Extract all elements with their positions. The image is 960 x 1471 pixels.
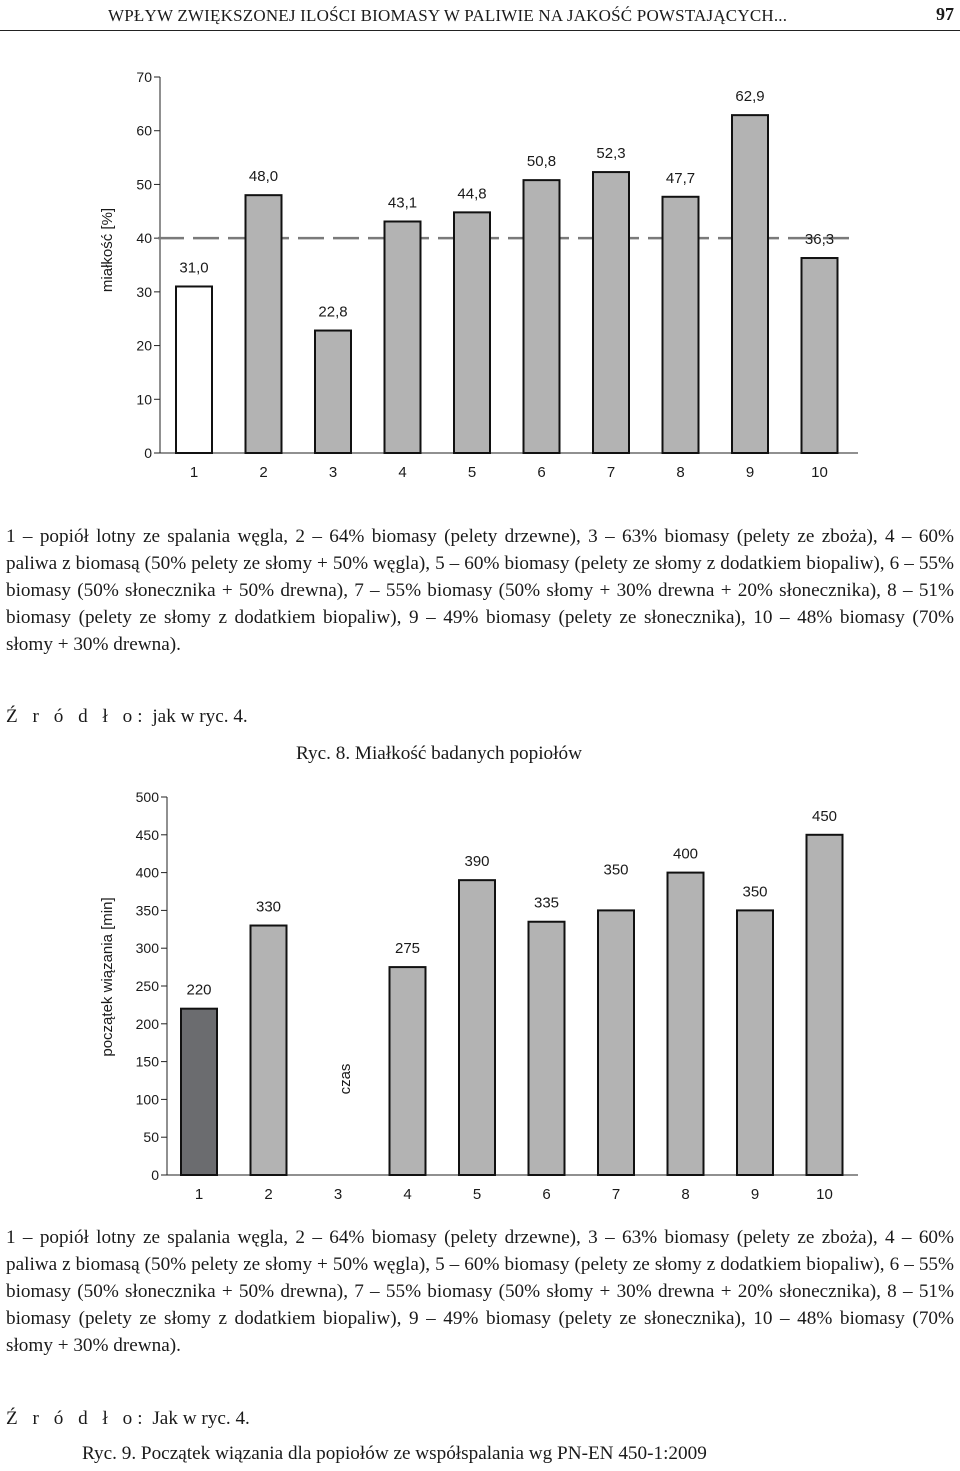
fig9-data-label: 350 [603, 861, 629, 879]
header-rule [0, 30, 960, 31]
fig8-bar [176, 286, 212, 453]
fig9-data-label: 390 [464, 853, 490, 871]
fig8-x-tick-label: 3 [328, 464, 338, 481]
fig9-x-tick-label: 3 [333, 1186, 343, 1203]
fig9-bar [459, 880, 495, 1175]
fig9-bar [251, 926, 287, 1175]
fig9-data-label: 400 [672, 845, 699, 863]
fig8-y-tick-label: 60 [136, 122, 152, 139]
fig8-y-tick-label: 40 [136, 230, 152, 247]
fig9-x-tick-label: 10 [816, 1186, 833, 1203]
figure8-source-text: jak w ryc. 4. [152, 706, 248, 727]
fig9-y-tick-label: 300 [135, 940, 159, 957]
fig8-data-label: 36,3 [804, 231, 835, 249]
fig8-bar [732, 115, 768, 453]
fig8-bar [802, 258, 838, 453]
fig9-x-tick-label: 5 [472, 1186, 482, 1203]
fig8-bar [385, 221, 421, 453]
fig9-y-tick-label: 250 [135, 978, 159, 994]
fig9-y-tick-label: 100 [135, 1091, 159, 1108]
fig9-data-label: 350 [742, 883, 768, 901]
figure9-source-label: Ź r ó d ł o: [6, 1408, 148, 1429]
fig9-x-tick-label: 6 [542, 1186, 551, 1203]
fig9-x-tick-label: 1 [194, 1186, 204, 1203]
fig8-x-tick-label: 2 [259, 464, 268, 481]
fig9-bar [529, 922, 565, 1175]
fig9-missing-bar-label: czas [337, 1063, 354, 1095]
fig8-bar [315, 331, 351, 453]
fig8-y-tick-label: 10 [136, 391, 152, 408]
fig9-data-label: 275 [394, 940, 421, 958]
fig9-y-tick-label: 150 [135, 1053, 159, 1070]
fig9-data-label: 220 [186, 981, 212, 999]
figure9-title: Ryc. 9. Początek wiązania dla popiołów ze współspalania wg PN-EN 450-1:2009 [82, 1443, 707, 1464]
fig8-data-label: 31,0 [179, 259, 209, 277]
fig8-y-axis-label: miałkość [%] [99, 207, 116, 293]
page-number: 97 [936, 4, 954, 24]
fig8-bar [246, 195, 282, 453]
fig9-x-tick-label: 4 [403, 1186, 412, 1203]
fig8-x-tick-label: 1 [189, 464, 199, 481]
fig9-x-tick-label: 8 [681, 1186, 690, 1203]
fig8-data-label: 22,8 [318, 303, 348, 321]
fig8-x-tick-label: 10 [811, 464, 828, 481]
figure8-title: Ryc. 8. Miałkość badanych popiołów [296, 743, 582, 764]
fig8-y-tick-label: 50 [136, 176, 152, 193]
fig9-y-tick-label: 0 [151, 1167, 159, 1183]
fig9-data-label: 330 [255, 898, 282, 916]
fig8-bar [663, 197, 699, 453]
fig8-bar [593, 172, 629, 453]
fig8-bar [524, 180, 560, 453]
fig8-y-tick-label: 30 [136, 283, 152, 300]
fig9-y-tick-label: 500 [135, 789, 159, 805]
fig9-bar [181, 1009, 217, 1175]
fig9-x-tick-label: 9 [750, 1186, 760, 1203]
fig8-x-tick-label: 6 [537, 464, 546, 481]
fig9-y-axis-label: początek wiązania [min] [99, 897, 116, 1057]
fig8-y-tick-label: 20 [136, 337, 152, 354]
fig8-y-tick-label: 0 [144, 445, 152, 461]
fig9-data-label: 335 [533, 894, 560, 912]
fig8-x-tick-label: 9 [745, 464, 755, 481]
fig9-bar [807, 835, 843, 1175]
fig9-data-label: 450 [811, 807, 838, 825]
fig8-data-label: 62,9 [735, 88, 765, 106]
fig8-y-tick-label: 70 [136, 69, 152, 85]
fig9-x-tick-label: 7 [611, 1186, 621, 1203]
fineness-bar-chart [0, 60, 960, 500]
fig8-data-label: 48,0 [248, 168, 279, 186]
fig8-data-label: 50,8 [526, 153, 557, 171]
setting-time-bar-chart [0, 780, 960, 1220]
figure9-legend-caption: 1 – popiół lotny ze spalania węgla, 2 – 64% biomasy (pelety drzewne), 3 – 63% biomasy (pelety ze zboża), 4 – 60% paliwa z biomasą (50% pelety ze słomy + 50% węgla), 5 – 60% biomasy (pelety ze słomy z dodatkiem biopaliw), 6 – 55% biomasy (50% słonecznika + 50% drewna), 7 – 55% biomasy (50% słomy + 30% drewna + 20% słonecznika), 8 – 51% biomasy (pelety ze słomy z dodatkiem biopaliw), 9 – 49% biomasy (pelety ze słonecznika), 10 – 48% biomasy (70% słomy + 30% drewna). [6, 1227, 954, 1356]
fig8-data-label: 47,7 [665, 169, 696, 187]
fig8-data-label: 44,8 [457, 185, 487, 203]
figure8-legend-caption: 1 – popiół lotny ze spalania węgla, 2 – 64% biomasy (pelety drzewne), 3 – 63% biomasy (pelety ze zboża), 4 – 60% paliwa z biomasą (50% pelety ze słomy + 50% węgla), 5 – 60% biomasy (pelety ze słomy z dodatkiem biopaliw), 6 – 55% biomasy (50% słonecznika + 50% drewna), 7 – 55% biomasy (50% słomy + 30% drewna + 20% słonecznika), 8 – 51% biomasy (pelety ze słomy z dodatkiem biopaliw), 9 – 49% biomasy (pelety ze słonecznika), 10 – 48% biomasy (70% słomy + 30% drewna). [6, 526, 954, 655]
figure9-source-text: Jak w ryc. 4. [152, 1408, 250, 1429]
fig9-y-tick-label: 50 [143, 1129, 159, 1146]
running-title: WPŁYW ZWIĘKSZONEJ ILOŚCI BIOMASY W PALIWIE NA JAKOŚĆ POWSTAJĄCYCH... [108, 6, 788, 25]
fig8-data-label: 52,3 [596, 145, 626, 163]
fig8-bar [454, 212, 490, 453]
fig8-x-tick-label: 8 [676, 464, 685, 481]
figure8-source-label: Ź r ó d ł o: [6, 706, 148, 727]
fig9-y-tick-label: 350 [135, 902, 159, 919]
page-header [0, 0, 960, 32]
fig9-bar [668, 873, 704, 1175]
fig9-bar [598, 910, 634, 1175]
fig8-data-label: 43,1 [387, 194, 418, 212]
fig9-y-tick-label: 200 [135, 1015, 159, 1032]
fig9-bar [737, 910, 773, 1175]
fig8-x-tick-label: 7 [606, 464, 616, 481]
fig8-x-tick-label: 5 [467, 464, 477, 481]
fig9-y-tick-label: 400 [135, 864, 159, 881]
figure9-source [6, 1408, 250, 1430]
fig9-x-tick-label: 2 [264, 1186, 273, 1203]
fig9-bar [390, 967, 426, 1175]
figure8-source [6, 706, 248, 728]
fig8-x-tick-label: 4 [398, 464, 407, 481]
fig9-y-tick-label: 450 [135, 826, 159, 843]
